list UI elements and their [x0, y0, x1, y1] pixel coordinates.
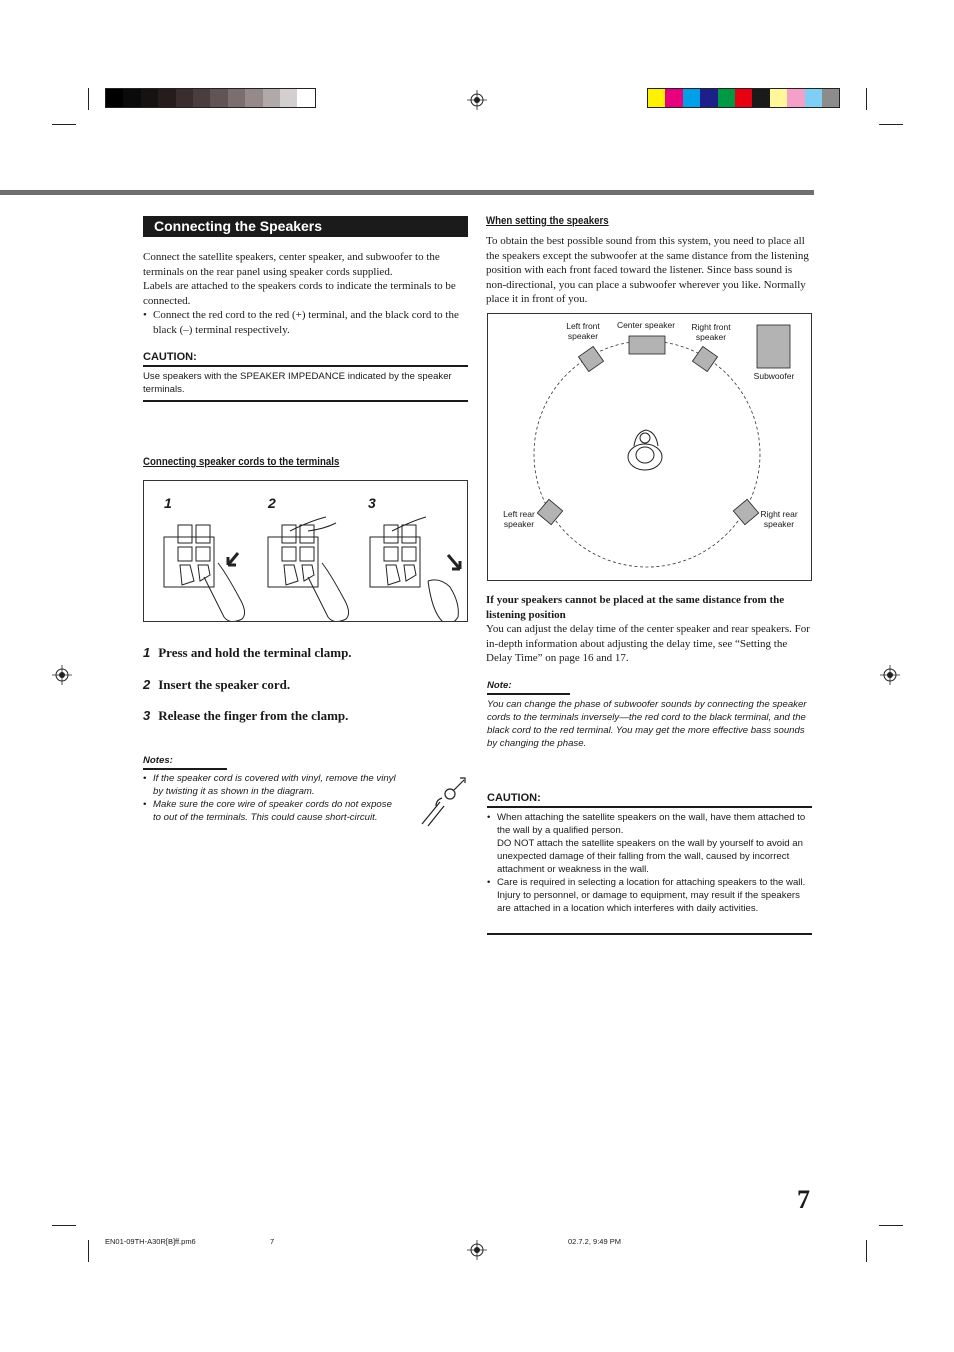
notes-label: Notes:: [143, 755, 173, 766]
step-1: 1 Press and hold the terminal clamp.: [143, 645, 352, 660]
color-swatch: [648, 89, 665, 107]
color-swatch: [787, 89, 804, 107]
caution-rule-bottom: [143, 400, 468, 402]
subwoofer-icon: [757, 325, 790, 368]
grayscale-swatch: [123, 89, 140, 107]
crop-mark: [88, 1240, 89, 1262]
color-calibration-bar: [647, 88, 840, 108]
footer-date: 02.7.2, 9:49 PM: [568, 1237, 621, 1246]
crop-mark: [879, 1225, 903, 1226]
grayscale-swatch: [158, 89, 175, 107]
color-swatch: [805, 89, 822, 107]
crop-mark: [52, 1225, 76, 1226]
intro-bullet: • Connect the red cord to the red (+) terminal, and the black cord to the black (–) terminal respectively.: [143, 308, 468, 337]
caution-item: • When attaching the satellite speakers on the wall, have them attached to the wall by a qualified person. DO NOT attach the satellite speakers on the wall by yourself to avoid an unexpected damage of their falling from the wall, caused by incorrect attachment or weakness in the wall.: [487, 811, 812, 876]
setting-text: To obtain the best possible sound from this system, you need to place all the speakers except the subwoofer at the same distance from the listening position with each front faced toward the listener. Since bass sound is non-directional, you can place a subwoofer wherever you like. Normally place it in front of you.: [486, 235, 809, 305]
note-item: • Make sure the core wire of speaker cords do not expose to out of the terminals. This could cause short-circuit.: [143, 798, 401, 824]
color-swatch: [718, 89, 735, 107]
grayscale-swatch: [228, 89, 245, 107]
distance-heading: If your speakers cannot be placed at the same distance from the listening position: [486, 594, 785, 621]
listener-icon: [628, 430, 662, 470]
right-front-speaker-icon: [692, 346, 717, 371]
caution-label: CAUTION:: [143, 351, 197, 363]
cords-heading: Connecting speaker cords to the terminals: [143, 456, 340, 468]
intro-paragraph: Connect the satellite speakers, center speaker, and subwoofer to the terminals on the rear panel using speaker cords supplied.: [143, 251, 440, 278]
figure-number: 1: [164, 495, 172, 511]
notes-list: [143, 772, 401, 824]
crop-mark: [879, 124, 903, 125]
top-rule: [0, 190, 814, 195]
grayscale-swatch: [245, 89, 262, 107]
distance-text: You can adjust the delay time of the center speaker and rear speakers. For in-depth information about adjusting the delay time, see “Setting the Delay Time” on page 16 and 17.: [486, 623, 810, 664]
registration-mark-icon: [52, 665, 72, 685]
terminal-illustration-icon: [144, 481, 467, 621]
section-title: Connecting the Speakers: [143, 216, 468, 237]
color-swatch: [700, 89, 717, 107]
color-swatch: [735, 89, 752, 107]
caution-rule-top: [143, 365, 468, 367]
cord-twist-icon: [416, 776, 468, 828]
center-speaker-icon: [629, 336, 665, 354]
grayscale-swatch: [193, 89, 210, 107]
right-rear-label: Right rear speaker: [760, 509, 798, 529]
note-rule: [487, 693, 570, 695]
page-number: 7: [797, 1185, 810, 1214]
step-3: 3 Release the finger from the clamp.: [143, 708, 349, 723]
caution-right-rule-top: [487, 806, 812, 808]
subwoofer-label: Subwoofer: [753, 371, 795, 381]
grayscale-swatch: [280, 89, 297, 107]
crop-mark: [52, 124, 76, 125]
grayscale-swatch: [141, 89, 158, 107]
left-front-label: Left front speaker: [566, 321, 600, 341]
intro-bullet-list: [143, 308, 468, 337]
grayscale-swatch: [297, 89, 314, 107]
note-text: You can change the phase of subwoofer sounds by connecting the speaker cords to the terminals inversely—the red cord to the black terminal, and the black cord to the red terminal. You may get the more effective bass sounds by changing the phase.: [487, 699, 807, 749]
caution-right-rule-bottom: [487, 933, 812, 935]
placement-illustration: [488, 314, 811, 580]
center-speaker-label: Center speaker: [616, 320, 676, 330]
caution-list-right: [487, 811, 812, 915]
grayscale-calibration-bar: [105, 88, 316, 108]
left-front-speaker-icon: [578, 346, 603, 371]
crop-mark: [88, 88, 89, 110]
terminal-figure: [143, 480, 468, 622]
crop-mark: [866, 1240, 867, 1262]
color-swatch: [822, 89, 839, 107]
right-front-label: Right front speaker: [691, 322, 731, 342]
note-item: • If the speaker cord is covered with vinyl, remove the vinyl by twisting it as shown in the diagram.: [143, 772, 401, 798]
caution-label-right: CAUTION:: [487, 792, 541, 804]
left-rear-label: Left rear speaker: [503, 509, 535, 529]
footer-file: EN01-09TH-A30R[B]ff.pm6: [105, 1237, 196, 1246]
registration-mark-icon: [467, 90, 487, 110]
color-swatch: [770, 89, 787, 107]
notes-rule: [143, 768, 227, 770]
grayscale-swatch: [106, 89, 123, 107]
grayscale-swatch: [263, 89, 280, 107]
intro-text: [143, 250, 468, 337]
grayscale-swatch: [176, 89, 193, 107]
caution-item: • Care is required in selecting a location for attaching speakers to the wall. Injury to personnel, or damage to equipment, may result if the speakers are attached in a location which interferes with daily activities.: [487, 876, 812, 915]
color-swatch: [665, 89, 682, 107]
step-2: 2 Insert the speaker cord.: [143, 677, 291, 692]
footer-page: 7: [270, 1237, 275, 1246]
grayscale-swatch: [210, 89, 227, 107]
crop-mark: [866, 88, 867, 110]
registration-mark-icon: [880, 665, 900, 685]
color-swatch: [752, 89, 769, 107]
setting-heading: When setting the speakers: [486, 215, 609, 227]
intro-paragraph: Labels are attached to the speakers cords to indicate the terminals to be connected.: [143, 280, 456, 307]
caution-text: Use speakers with the SPEAKER IMPEDANCE indicated by the speaker terminals.: [143, 371, 452, 395]
note-label: Note:: [487, 680, 512, 691]
figure-number: 2: [268, 495, 276, 511]
registration-mark-icon: [467, 1240, 487, 1260]
figure-number: 3: [368, 495, 376, 511]
speaker-placement-diagram: [487, 313, 812, 581]
color-swatch: [683, 89, 700, 107]
